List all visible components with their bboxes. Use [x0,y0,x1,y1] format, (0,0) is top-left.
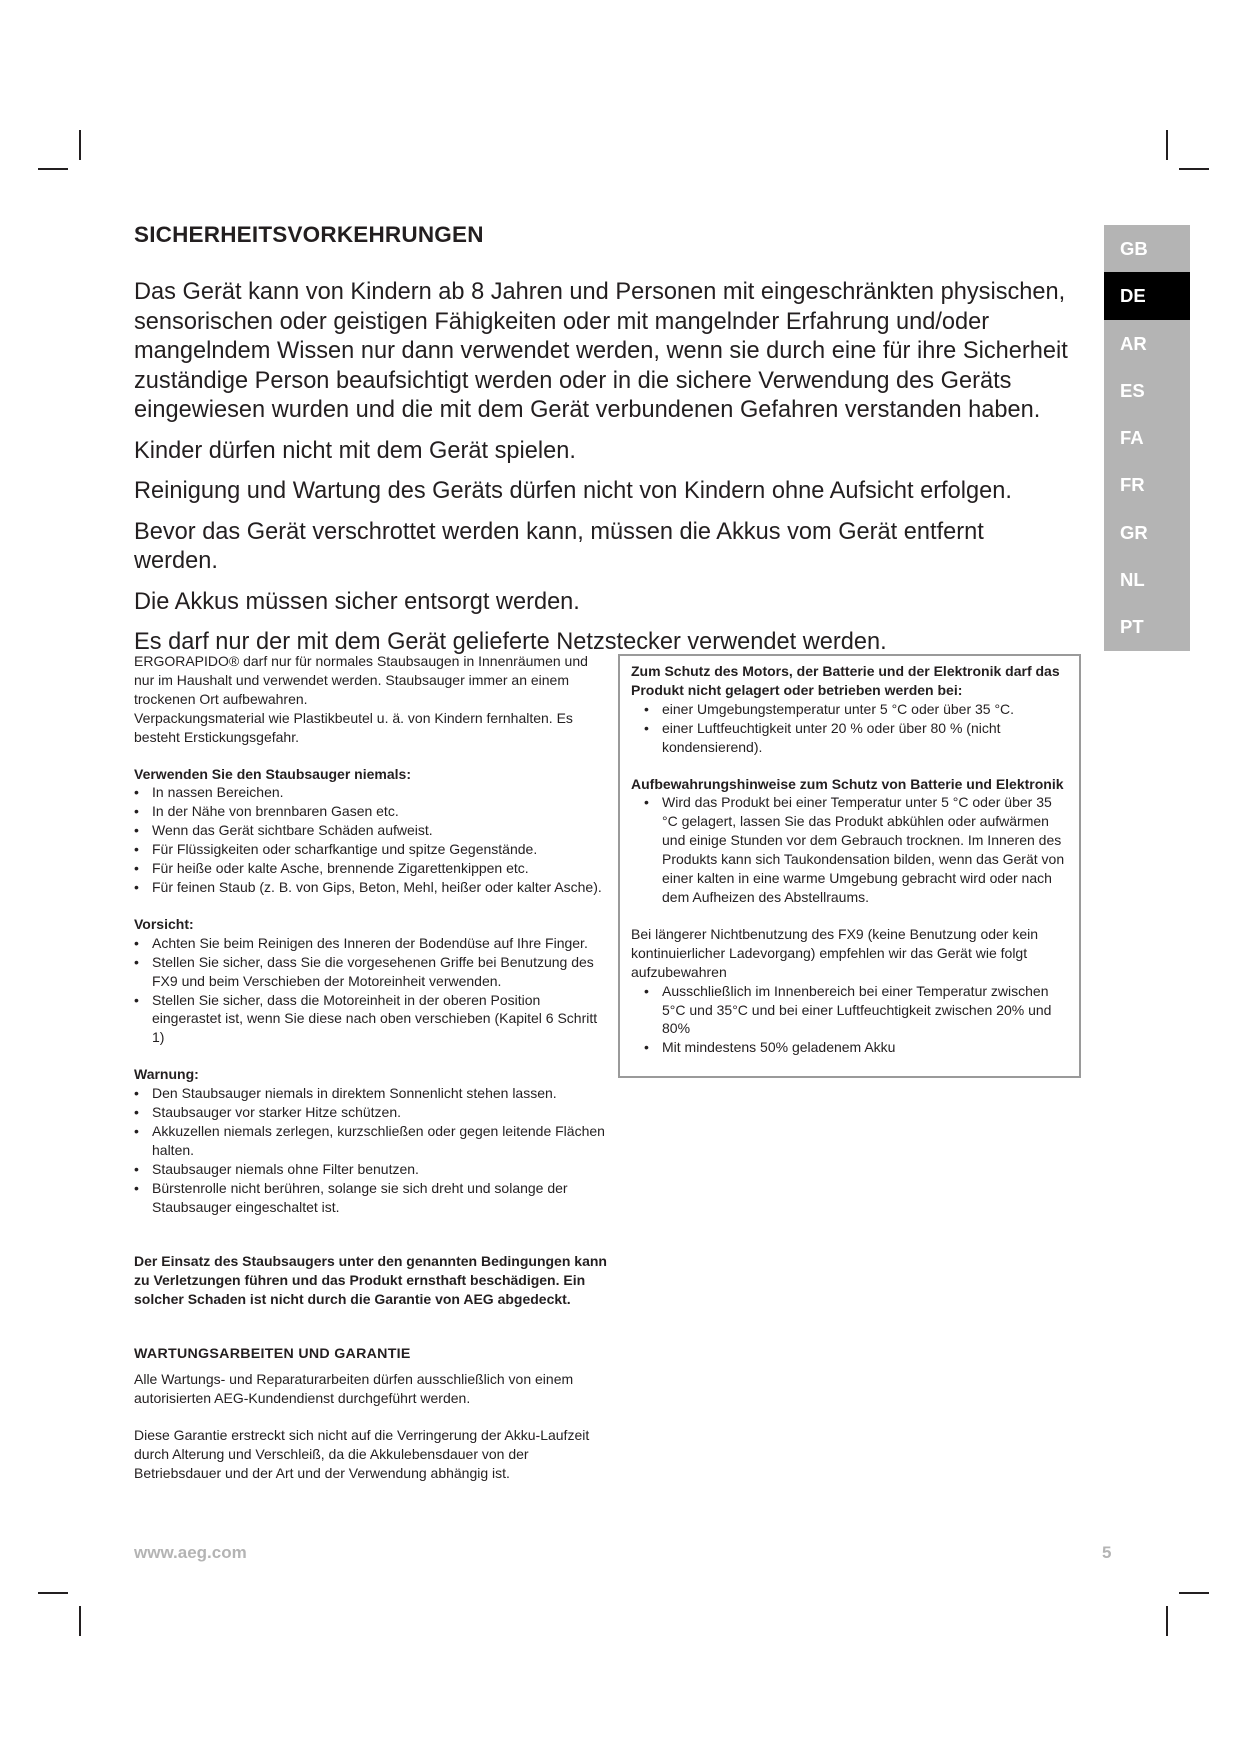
intro-paragraph: Kinder dürfen nicht mit dem Gerät spielen. [134,437,576,464]
longterm-list [631,982,1069,1058]
list-item: • Den Staubsauger niemals in direktem Sonnenlicht stehen lassen. [134,1084,609,1103]
service-text: Alle Wartungs- und Reparaturarbeiten dürfen ausschließlich von einem autorisierten AEG-Kundendienst durchgeführt werden. [134,1371,574,1406]
intro-section [134,278,1074,669]
list-item: • In der Nähe von brennbaren Gasen etc. [134,802,609,821]
list-item: • einer Luftfeuchtigkeit unter 20 % oder über 80 % (nicht kondensierend). [644,719,1069,757]
list-item: • einer Umgebungstemperatur unter 5 °C oder über 35 °C. [644,700,1069,719]
storage-heading: Aufbewahrungshinweise zum Schutz von Batterie und Elektronik [631,775,1064,792]
intro-paragraph: Bevor das Gerät verschrottet werden kann, müssen die Akkus vom Gerät entfernt werden. [134,518,984,574]
language-tab-gr[interactable]: GR [1104,509,1190,556]
warranty-text: Diese Garantie erstreckt sich nicht auf die Verringerung der Akku-Laufzeit durch Alterung und Verschleiß, da die Akkulebensdauer von der Betriebsdauer und der Art und der Verwendung abhängig ist. [134,1426,590,1481]
left-column [134,652,609,1483]
list-item: • Staubsauger vor starker Hitze schützen. [134,1103,609,1122]
crop-mark-bottom-left-horizontal [38,1592,68,1594]
never-heading: Verwenden Sie den Staubsauger niemals: [134,765,411,782]
list-item: • Akkuzellen niemals zerlegen, kurzschließen oder gegen leitende Flächen halten. [134,1122,609,1160]
footer-url[interactable]: www.aeg.com [134,1543,247,1562]
list-item: • Wenn das Gerät sichtbare Schäden aufweist. [134,821,609,840]
language-tab-de[interactable]: DE [1104,272,1190,319]
storage-info-box [618,654,1081,1078]
crop-mark-bottom-left-vertical [79,1606,81,1636]
damage-notice: Der Einsatz des Staubsaugers unter den genannten Bedingungen kann zu Verletzungen führen und das Produkt ernsthaft beschädigen. Ein solcher Schaden ist nicht durch die Garantie von AEG abgedeckt. [134,1253,607,1308]
packaging-text: Verpackungsmaterial wie Plastikbeutel u. ä. von Kindern fernhalten. Es besteht Erstickungsgefahr. [134,709,573,745]
list-item: • Achten Sie beim Reinigen des Inneren der Bodendüse auf Ihre Finger. [134,934,609,953]
list-item: • Für heiße oder kalte Asche, brennende Zigarettenkippen etc. [134,859,609,878]
language-tab-es[interactable]: ES [1104,367,1190,414]
language-tab-gb[interactable]: GB [1104,225,1190,272]
page-number: 5 [1102,1543,1112,1562]
language-tab-ar[interactable]: AR [1104,320,1190,367]
language-tabs [1104,225,1190,651]
language-tab-nl[interactable]: NL [1104,556,1190,603]
intro-paragraph: Reinigung und Wartung des Geräts dürfen nicht von Kindern ohne Aufsicht erfolgen. [134,478,1012,504]
crop-mark-top-right-vertical [1166,130,1168,160]
intro-paragraph: Die Akkus müssen sicher entsorgt werden. [134,588,580,615]
list-item: • Wird das Produkt bei einer Temperatur unter 5 °C oder über 35 °C gelagert, lassen Sie das Produkt abkühlen oder aufwärmen und einige Stunden vor dem Gebrauch trocknen. Im Inneren des Produkts kann sich Taukondensation bilden, wenn das Gerät von einer kalten in eine warme Umgebung gebracht wird oder nach dem Aufheizen des Abstellraums. [644,793,1069,906]
service-heading: WARTUNGSARBEITEN UND GARANTIE [134,1346,411,1363]
language-tab-fr[interactable]: FR [1104,461,1190,508]
storage-list [631,793,1069,906]
crop-mark-top-left-vertical [79,130,81,160]
list-item: • Stellen Sie sicher, dass die Motoreinheit in der oberen Position eingerastet ist, wenn Sie diese nach oben verschieben (Kapitel 6 Schritt 1) [134,991,609,1048]
list-item: • Mit mindestens 50% geladenem Akku [644,1038,1069,1057]
list-item: • Stellen Sie sicher, dass Sie die vorgesehenen Griffe bei Benutzung des FX9 und beim Verschieben der Motoreinheit verwenden. [134,953,609,991]
list-item: • Für feinen Staub (z. B. von Gips, Beton, Mehl, heißer oder kalter Asche). [134,878,609,897]
intro-paragraph: Es darf nur der mit dem Gerät gelieferte Netzstecker verwendet werden. [134,629,887,655]
usage-text: ERGORAPIDO® darf nur für normales Staubsaugen in Innenräumen und nur im Haushalt und verwendet werden. Staubsauger immer an einem trockenen Ort aufbewahren. [134,653,588,707]
crop-mark-top-right-horizontal [1179,168,1209,170]
list-item: • In nassen Bereichen. [134,783,609,802]
language-tab-pt[interactable]: PT [1104,603,1190,650]
crop-mark-bottom-right-horizontal [1179,1592,1209,1594]
list-item: • Für Flüssigkeiten oder scharfkantige und spitze Gegenstände. [134,840,609,859]
caution-list [134,934,609,1047]
protect-list [631,700,1069,757]
crop-mark-top-left-horizontal [38,168,68,170]
protect-heading: Zum Schutz des Motors, der Batterie und der Elektronik darf das Produkt nicht gelagert oder betrieben werden bei: [631,663,1060,698]
longterm-text: Bei längerer Nichtbenutzung des FX9 (keine Benutzung oder kein kontinuierlicher Ladevorgang) empfehlen wir das Gerät wie folgt aufzubewahren [631,925,1039,980]
caution-heading: Vorsicht: [134,915,194,932]
never-list [134,783,609,896]
warning-list [134,1084,609,1216]
warning-heading: Warnung: [134,1066,199,1083]
list-item: • Staubsauger niemals ohne Filter benutzen. [134,1160,609,1179]
list-item: • Ausschließlich im Innenbereich bei einer Temperatur zwischen 5°C und 35°C und bei einer Luftfeuchtigkeit zwischen 20% und 80% [644,982,1069,1039]
list-item: • Bürstenrolle nicht berühren, solange sie sich dreht und solange der Staubsauger eingeschaltet ist. [134,1179,609,1217]
language-tab-fa[interactable]: FA [1104,414,1190,461]
page-title: SICHERHEITSVORKEHRUNGEN [134,222,484,247]
intro-paragraph: Das Gerät kann von Kindern ab 8 Jahren und Personen mit eingeschränkten physischen, sensorischen oder geistigen Fähigkeiten oder mit mangelnder Erfahrung und/oder mangelndem Wissen nur dann verwendet werden, wenn sie durch eine für ihre Sicherheit zuständige Person beaufsichtigt werden oder in die sichere Verwendung des Geräts eingewiesen wurden und die mit dem Gerät verbundenen Gefahren verstanden haben. [134,279,1068,423]
crop-mark-bottom-right-vertical [1166,1606,1168,1636]
